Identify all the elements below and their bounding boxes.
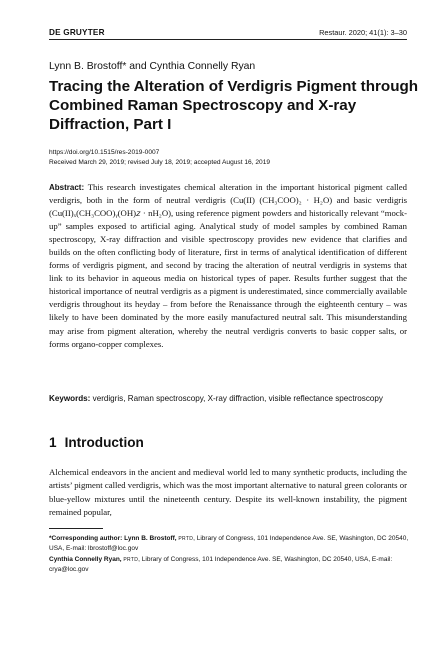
header-rule (49, 39, 407, 40)
footnote-rule (49, 528, 103, 529)
section-heading (49, 435, 144, 450)
second-author-text: , Library of Congress, 101 Independence Ave. SE, Washington, DC 20540, USA, E-mail: crya@loc.gov (49, 555, 393, 573)
doi-link[interactable]: https://doi.org/10.1515/res-2019-0007 (49, 149, 160, 156)
affiliation-abbrev: PRTD (123, 556, 139, 563)
keywords (49, 393, 407, 406)
received-dates: Received March 29, 2019; revised July 18, 2019; accepted August 16, 2019 (49, 159, 271, 167)
affiliation-abbrev: PRTD (178, 536, 194, 542)
author-list: Lynn B. Brostoff* and Cynthia Connelly Ryan (49, 61, 256, 72)
journal-reference: Restaur. 2020; 41(1): 3–30 (319, 28, 407, 37)
publisher-name: DE GRUYTER (49, 28, 105, 37)
article-meta (49, 148, 270, 169)
corresponding-label: *Corresponding author: Lynn B. Brostoff, (49, 535, 177, 542)
keywords-label: Keywords: (49, 394, 91, 403)
article-title: Tracing the Alteration of Verdigris Pigment through Combined Raman Spectroscopy and X-ray Diffraction, Part I (49, 78, 419, 133)
running-header (49, 28, 407, 37)
section-number: 1 (49, 435, 57, 450)
abstract-label: Abstract: (49, 183, 85, 192)
footnote-corresponding (49, 534, 409, 555)
intro-paragraph: Alchemical endeavors in the ancient and medieval world led to many synthetic products, including the artists’ pigment called verdigris, which was the most important alternative to natural green colorants or blue-yellow mixtures until the nineteenth century. Despite its well-known instability, the pigment remained popular, (49, 467, 407, 518)
section-title: Introduction (64, 435, 144, 450)
second-author-name: Cynthia Connelly Ryan, (49, 555, 122, 563)
abstract-text: This research investigates chemical alteration in the important historical pigment called verdigris, both in the form of neutral verdigris (Cu(II) (CH₃COO)₂ · H₂O) and basic verdigris (Cu(II)ₓ(CH₃COO)ᵧ(OH)𝑧 · nH₂O), using reference pigment powders and historically relevant “mock-up” samples exposed to artificial aging. Analytical study of model samples by combined Raman spectroscopy, X-ray diffraction and visible spectroscopy provides new evidence that clarifies and builds on the often conflicting body of literature, first in terms of analytical identification of different forms of verdigris pigment, and second by tracing the alteration of neutral verdigris in systems that link to its behavior in aqueous media on historical types of paper. Results further suggest that the historical importance of neutral verdigris as a pigment is underestimated, since commercially available verdigris throughout its heyday – from before the Renaissance through the eighteenth century – was likely to have been dominated by the more easily manufactured neutral salt. This misunderstanding may arise from pigment alteration, whereby the neutral verdigris converts to basic copper salts, or forms organo-copper complexes. (49, 182, 407, 349)
abstract (49, 181, 407, 351)
footnote-second-author (49, 555, 409, 576)
corresponding-text: , Library of Congress, 101 Independence Ave. SE, Washington, DC 20540, USA, E-mail: lbrostoff@loc.gov (49, 535, 409, 553)
footnotes (49, 534, 409, 575)
keywords-text: verdigris, Raman spectroscopy, X-ray diffraction, visible reflectance spectroscopy (92, 394, 383, 403)
